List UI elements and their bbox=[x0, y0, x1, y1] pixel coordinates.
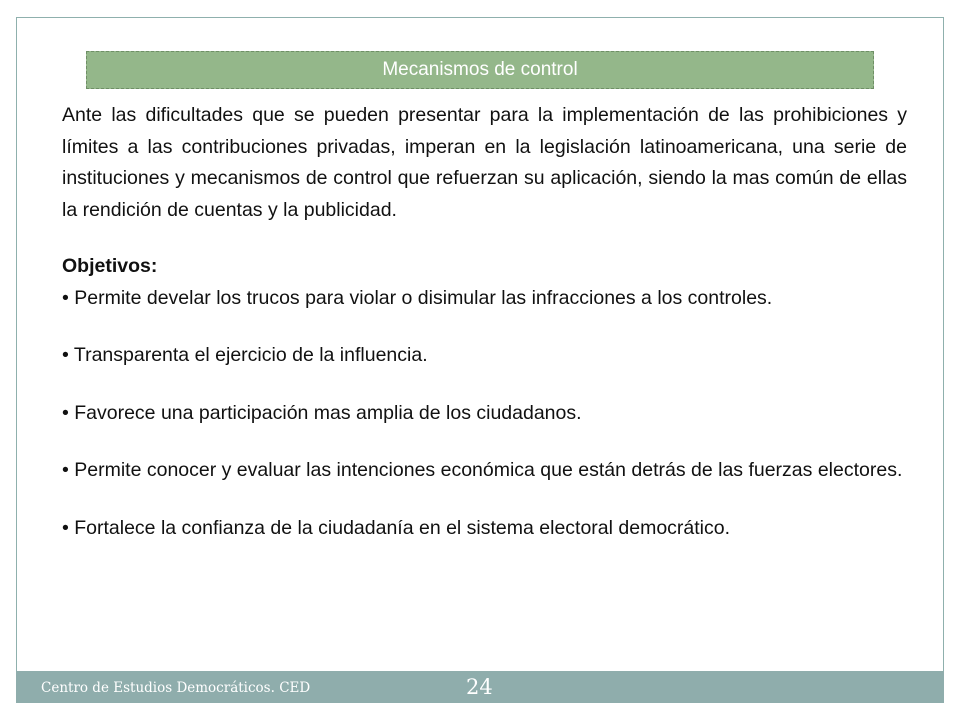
page-number: 24 bbox=[466, 675, 493, 699]
intro-paragraph: Ante las dificultades que se pueden presentar para la implementación de las prohibiciones y límites a las contribuciones privadas, imperan en la legislación latinoamericana, una serie de instituciones y mecanismos de control que refuerzan su aplicación, siendo la mas común de ellas la rendición de cuentas y la publicidad. bbox=[62, 104, 907, 221]
objective-item: • Permite develar los trucos para violar o disimular las infracciones a los controles. bbox=[62, 286, 773, 309]
objectives-heading: Objetivos: bbox=[62, 255, 158, 277]
objective-item: • Favorece una participación mas amplia de los ciudadanos. bbox=[62, 401, 582, 424]
footer-organization: Centro de Estudios Democráticos. CED bbox=[41, 680, 311, 696]
slide-content bbox=[62, 100, 907, 544]
slide-title: Mecanismos de control bbox=[86, 51, 874, 89]
objective-item: • Fortalece la confianza de la ciudadanía en el sistema electoral democrático. bbox=[62, 516, 731, 539]
objective-item: • Permite conocer y evaluar las intenciones económica que están detrás de las fuerzas electores. bbox=[62, 459, 903, 481]
objective-item: • Transparenta el ejercicio de la influencia. bbox=[62, 344, 428, 366]
